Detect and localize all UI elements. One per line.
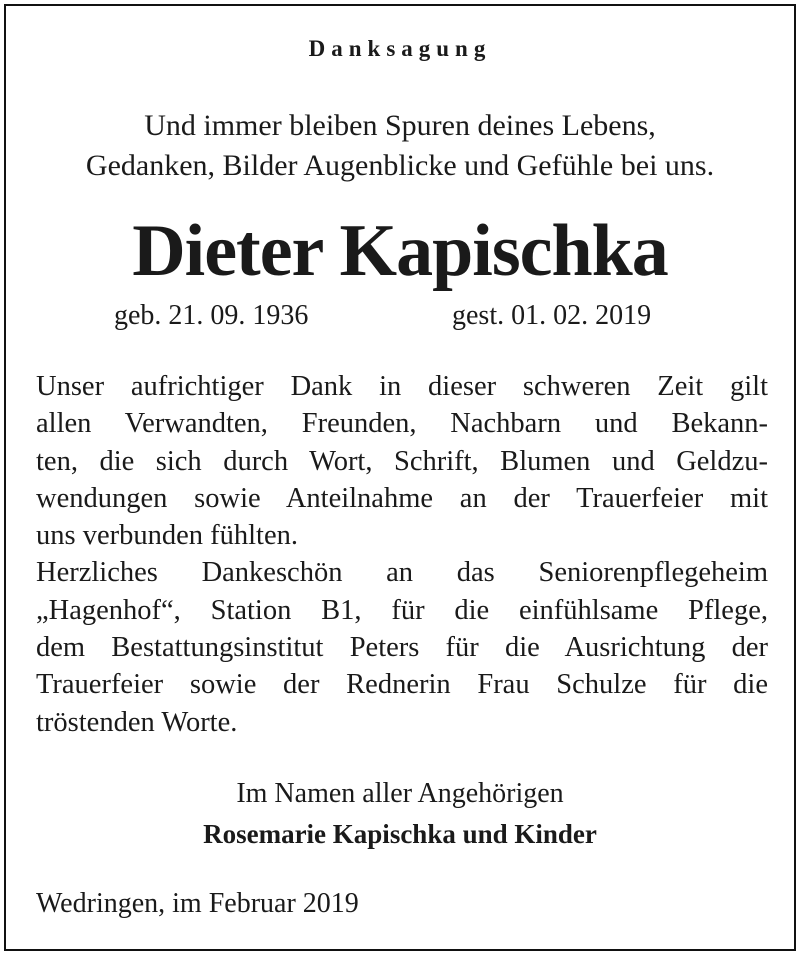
signature: Rosemarie Kapischka und Kinder [203, 819, 597, 849]
body-line: Herzliches Dankeschön an das Seniorenpflegeheim [36, 557, 768, 589]
body-line: Unser aufrichtiger Dank in dieser schweren Zeit gilt [36, 371, 768, 402]
body-line: „Hagenhof“, Station B1, für die einfühlsame Pflege, [36, 594, 768, 626]
quote-line: Gedanken, Bilder Augenblicke und Gefühle bei uns. [85, 149, 715, 182]
memorial-quote [6, 106, 794, 186]
body-line: dem Bestattungsinstitut Peters für die Ausrichtung der [36, 632, 768, 664]
body-line: tröstenden Worte. [36, 706, 238, 738]
body-line: uns verbunden fühlten. [36, 520, 298, 552]
quote-line: Und immer bleiben Spuren deines Lebens, [144, 109, 656, 142]
body-line: ten, die sich durch Wort, Schrift, Blumen und Geldzu- [36, 445, 768, 477]
notice-heading: Danksagung [308, 36, 492, 61]
obituary-notice [4, 4, 796, 951]
deceased-name: Dieter Kapischka [132, 210, 668, 292]
closing-line: Im Namen aller Angehörigen [236, 778, 564, 809]
death-date: gest. 01. 02. 2019 [452, 300, 652, 331]
body-line: Trauerfeier sowie der Rednerin Frau Schulze für die [36, 669, 768, 701]
body-line: wendungen sowie Anteilnahme an der Trauerfeier mit [36, 482, 768, 514]
thanks-paragraph [36, 368, 768, 741]
closing-block [6, 774, 794, 854]
birth-date: geb. 21. 09. 1936 [114, 300, 309, 331]
body-line: allen Verwandten, Freunden, Nachbarn und Bekann- [36, 408, 768, 440]
place-date: Wedringen, im Februar 2019 [36, 888, 359, 919]
